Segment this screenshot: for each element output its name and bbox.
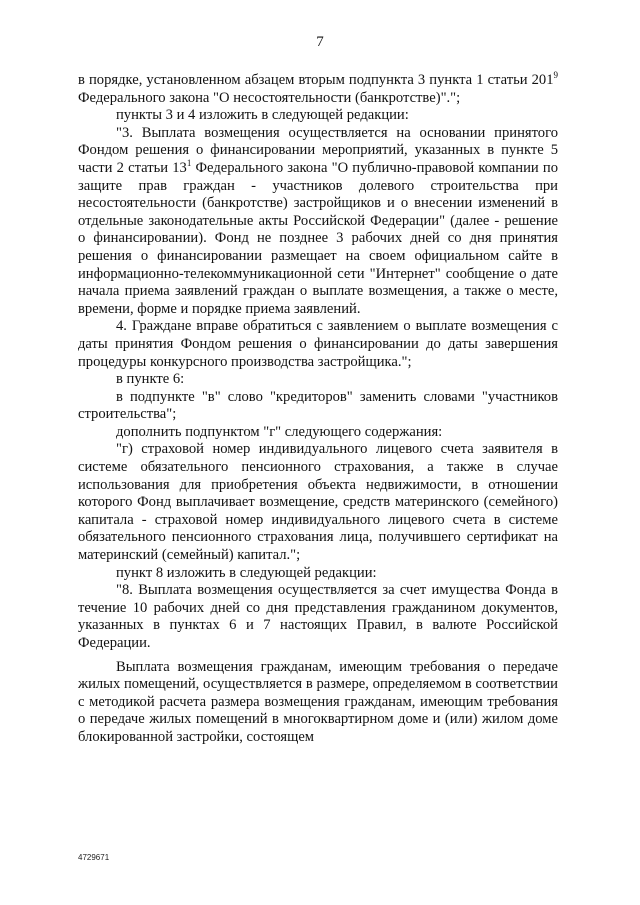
paragraph: 4. Граждане вправе обратиться с заявлением о выплате возмещения с даты принятия Фондом решения о финансировании до даты завершения процедуры конкурсного производства застройщика."; (78, 318, 558, 370)
paragraph: "г) страховой номер индивидуального лицевого счета заявителя в системе обязательного пенсионного страхования, а также в случае использования для приобретения объекта недвижимости, в отношении которого Фонд выплачивает возмещение, средств материнского (семейного) капитала - страховой номер индивидуального лицевого счета в системе обязательного пенсионного страхования лица, получившего сертификат на материнский (семейный) капитал."; (78, 441, 558, 564)
document-code: 4729671 (78, 853, 110, 862)
paragraph: пункты 3 и 4 изложить в следующей редакции: (116, 107, 409, 124)
paragraph: дополнить подпунктом "г" следующего содержания: (116, 423, 443, 440)
paragraph: "3. Выплата возмещения осуществляется на основании принятого Фондом решения о финансировании мероприятий, указанных в пункте 5 части 2 статьи $13^1$ Федерального закона "О публично-правовой компании по защите прав граждан - участников долевого строительства при несостоятельности (банкротстве) застройщиков и о внесении изменений в отдельные законодательные акты Российской Федерации" (далее - решение о финансировании). Фонд не позднее 3 рабочих дней со дня принятия решения о финансировании размещает на своем официальном сайте в информационно-телекоммуникационной сети "Интернет" сообщение о дате начала приема заявлений граждан о выплате возмещения, а также о месте, времени, форме и порядке приема заявлений. (78, 124, 558, 317)
paragraph: в пункте 6: (116, 371, 185, 388)
paragraph: пункт 8 изложить в следующей редакции: (116, 564, 377, 581)
page-number: 7 (316, 34, 324, 50)
document-body (78, 72, 558, 747)
paragraph: в порядке, установленном абзацем вторым подпункта 3 пункта 1 статьи $201^9$ Федерального закона "О несостоятельности (банкротстве)"."; (78, 70, 558, 106)
paragraph: "8. Выплата возмещения осуществляется за счет имущества Фонда в течение 10 рабочих дней со дня представления гражданином документов, указанных в пунктах 6 и 7 настоящих Правил, в валюте Российской Федерации. (78, 582, 558, 651)
paragraph: Выплата возмещения гражданам, имеющим требования о передаче жилых помещений, осуществляется в размере, определяемом в соответствии с методикой расчета размера возмещения гражданам, имеющим требования о передаче жилых помещений в многоквартирном доме и (или) жилом доме блокированной застройки, состоящем (78, 658, 558, 745)
paragraph: в подпункте "в" слово "кредиторов" заменить словами "участников строительства"; (78, 388, 558, 423)
